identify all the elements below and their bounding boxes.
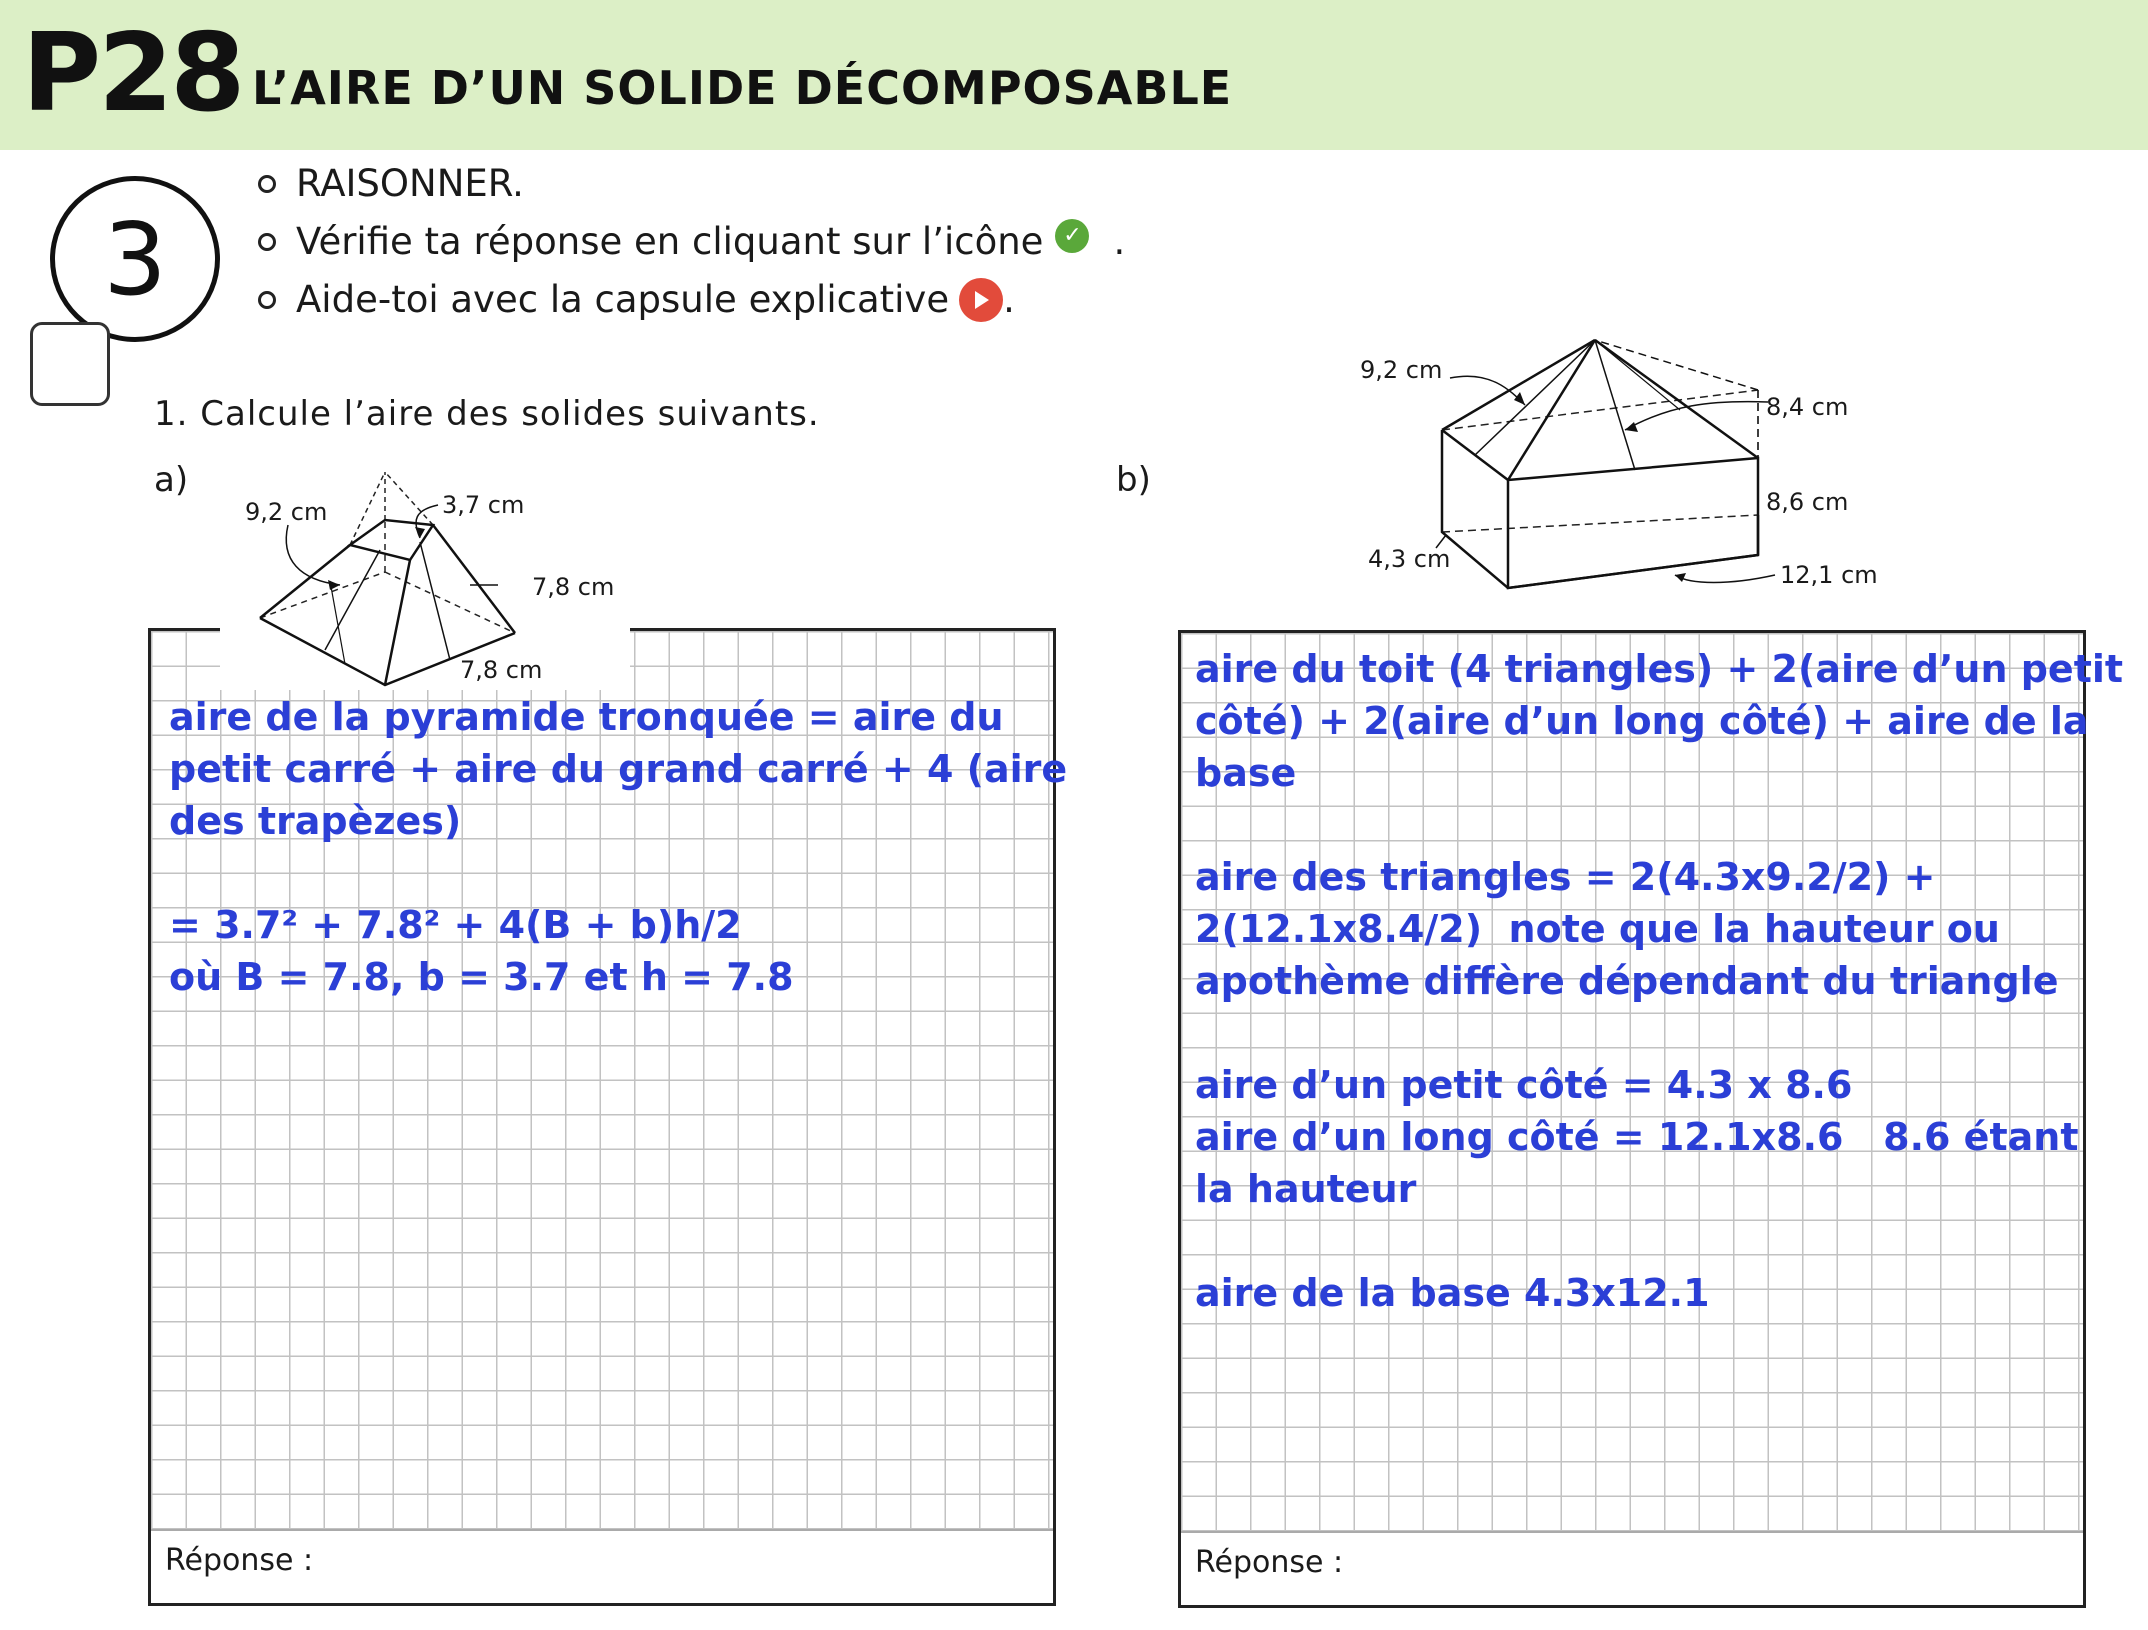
reponse-label-b: Réponse : xyxy=(1195,1545,1344,1580)
instruction-text: Vérifie ta réponse en cliquant sur l’icône xyxy=(296,220,1044,263)
instruction-item xyxy=(258,160,524,208)
question-text: 1. Calcule l’aire des solides suivants. xyxy=(154,394,820,434)
dim-label: 9,2 cm xyxy=(1360,356,1443,384)
play-circle-icon[interactable] xyxy=(959,278,1003,322)
part-a-label: a) xyxy=(154,460,189,500)
dim-label: 8,6 cm xyxy=(1766,488,1849,516)
answer-text-a: aire de la pyramide tronquée = aire du petit carré + aire du grand carré + 4 (aire des trapèzes) = 3.7² + 7.8² + 4(B + b)h/2 où B = 7.8, b = 3.7 et h = 7.8 xyxy=(169,695,1068,999)
instruction-item: Aide-toi avec la capsule explicative . xyxy=(258,276,1015,324)
instruction-text: Aide-toi avec la capsule explicative xyxy=(296,278,950,321)
dim-label: 7,8 cm xyxy=(532,573,615,601)
bullet-icon xyxy=(258,291,276,309)
page-header xyxy=(0,0,2148,150)
part-b-label: b) xyxy=(1116,460,1151,500)
instruction-item: Vérifie ta réponse en cliquant sur l’icône ✓ . xyxy=(258,218,1125,266)
page-title: L’AIRE D’UN SOLIDE DÉCOMPOSABLE xyxy=(252,61,1233,115)
reponse-area-a[interactable] xyxy=(151,1529,1053,1603)
reponse-area-b[interactable] xyxy=(1181,1531,2083,1605)
dim-label: 8,4 cm xyxy=(1766,393,1849,421)
dim-label: 12,1 cm xyxy=(1780,561,1878,589)
dim-label: 3,7 cm xyxy=(442,491,525,519)
bullet-icon xyxy=(258,175,276,193)
check-circle-icon[interactable]: ✓ xyxy=(1055,219,1089,253)
dim-label: 7,8 cm xyxy=(460,656,543,684)
truncated-pyramid-figure xyxy=(220,450,630,690)
prism-roof-figure xyxy=(1350,330,1910,600)
exercise-number: 3 xyxy=(50,176,220,342)
page-code: P28 xyxy=(22,11,243,136)
instruction-text: RAISONNER. xyxy=(296,162,524,205)
bullet-icon xyxy=(258,233,276,251)
dim-label: 9,2 cm xyxy=(245,498,328,526)
dim-label: 4,3 cm xyxy=(1368,545,1451,573)
completion-checkbox[interactable] xyxy=(30,322,110,406)
answer-box-b[interactable] xyxy=(1178,630,2124,1608)
answer-box-a[interactable] xyxy=(148,628,1068,1606)
answer-text-b: aire du toit (4 triangles) + 2(aire d’un petit côté) + 2(aire d’un long côté) + aire de la base aire des triangles = 2(4.3x9.2/2) + 2(12.1x8.4/2) note que la hauteur ou apothème diffère dépendant du triangle aire d’un petit côté = 4.3 x 8.6 aire d’un long côté = 12.1x8.6 8.6 étant la hauteur aire de la base 4.3x12.1 xyxy=(1195,647,2124,1315)
reponse-label-a: Réponse : xyxy=(165,1543,314,1578)
